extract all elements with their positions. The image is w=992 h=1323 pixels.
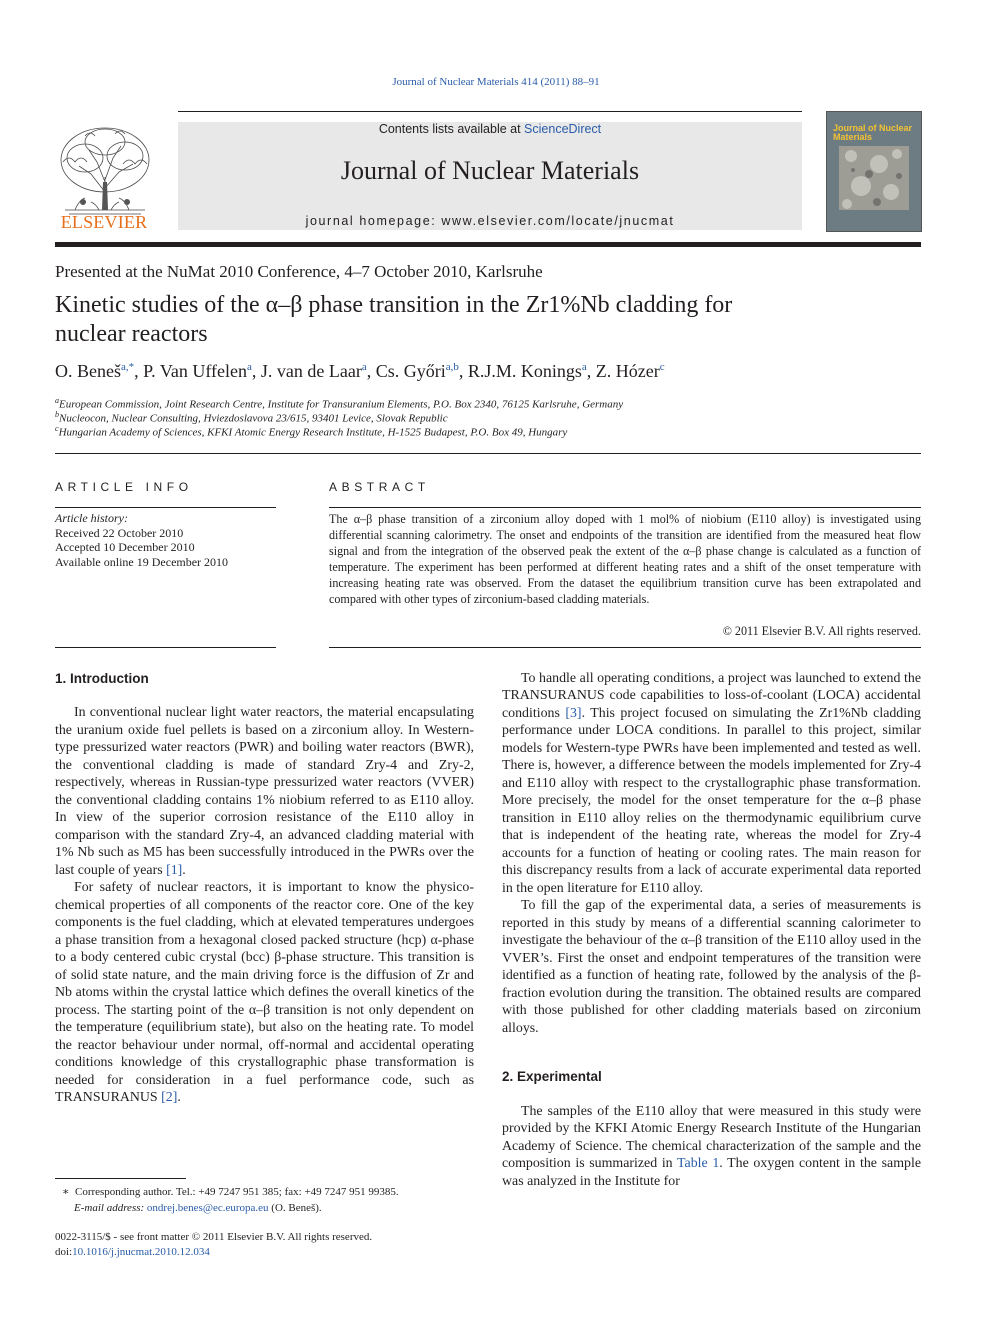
author-name[interactable]: P. Van Uffelen (143, 361, 247, 381)
paragraph: To fill the gap of the experimental data, a series of measurements is reported in this study by means of a differential scanning calorimeter to investigate the behaviour of the α–β transition of the E110 alloy used in the VVER’s. First the onset and endpoint temperatures of the transition were identified as a function of heating rate, followed by the analysis of the β-fraction evolution during the transition. The obtained results are compared with those published for other cladding materials based on zirconium alloys. (502, 898, 921, 1036)
citation-link[interactable]: [1] (166, 862, 183, 878)
abstract-text: The α–β phase transition of a zirconium alloy doped with 1 mol% of niobium (E110 alloy) is investigated using differential scanning calorimetry. The onset and endpoints of the transition are identified from the measured heat flow signal and from the integration of the observed peak the extent of the α–β phase change is calculated as a function of temperature. The experiment has been performed at different heating rates and a shift of the onset temperature with increasing heating rate was observed. From the dataset the equilibrium transition curve has been extrapolated and compared with other types of zirconium-based cladding materials. (329, 512, 921, 606)
journal-homepage[interactable]: journal homepage: www.elsevier.com/locate/jnucmat (305, 214, 675, 228)
author-name[interactable]: J. van de Laar (260, 361, 362, 381)
article-info-rule-bottom (55, 647, 276, 648)
body-column-right (502, 670, 921, 1190)
section-heading-experimental: 2. Experimental (502, 1069, 602, 1085)
paragraph-text: . The oxygen content in the sample was analyzed in the Institute for (502, 1156, 921, 1189)
paragraph (502, 1103, 921, 1190)
header-thick-rule (55, 242, 921, 247)
footnote-line (55, 1184, 474, 1200)
journal-citation[interactable]: Journal of Nuclear Materials 414 (2011) 88–91 (392, 76, 600, 88)
journal-masthead (178, 122, 802, 230)
doi-link[interactable]: 10.1016/j.jnucmat.2010.12.034 (72, 1245, 210, 1258)
contact-details: Corresponding author. Tel.: +49 7247 951 385; fax: +49 7247 951 99385. (74, 1186, 399, 1198)
journal-cover-thumbnail[interactable] (826, 111, 922, 232)
affiliation-text: Hungarian Academy of Sciences, KFKI Atomic Energy Research Institute, H-1525 Budapest, P.O. Box 49, Hungary (58, 426, 568, 439)
affiliation-c (55, 424, 921, 439)
email-label: E-mail address: (74, 1202, 145, 1214)
paragraph-text: . This project focused on simulating the Zr1%Nb cladding performance under LOCA conditions. In parallel to this project, similar models for Western-type PWRs have been implemented and tested as well. There is, however, a difference between the models implemented for Zry-4 and E110 alloy with respect to the crystallographic phase transformation. More precisely, the model for the onset temperature for the α–β phase transition in E110 alloy relies on the thermodynamic equilibrium curve that is independent of the heating rate, whereas the model for Zry-4 accounts for a function of heating or cooling rates. The main reason for this discrepancy results from a lack of accurate experimental data reported in the open literature for E110 alloy. (502, 705, 921, 896)
contents-availability (178, 122, 802, 136)
online-date: Available online 19 December 2010 (55, 554, 229, 569)
paragraph: For safety of nuclear reactors, it is important to know the physico-chemical properties of all components of the reactor core. One of the key components is the fuel cladding, which at elevated temperatures undergoes a phase transition from a hexagonal closed packed structure (hcp) α-phase to a body centered cubic crystal (bcc) β-phase structure. This transition is of solid state nature, and the main driving force is the diffusion of Zr and Nb atoms within the crystal lattice which defines the overall kinetics of the process. The starting point of the α–β transition is not only dependent on the temperature (equilibrium state), but also on the heating rate. To model the reactor behaviour under normal, off-normal and accidental operating conditions knowledge of this crystallographic phase transformation is needed for consideration in a fuel performance code, such as TRANSURANUS [2]. (55, 880, 474, 1106)
corresponding-author-footnote (55, 1184, 474, 1216)
affiliation-a (55, 396, 921, 411)
sciencedirect-link[interactable]: ScienceDirect (524, 122, 602, 136)
paragraph-text: The samples of the E110 alloy that were measured in this study were provided by the KFKI Atomic Energy Research Institute of the Hungarian Academy of Science. The chemical characterization of the sample and the composition is summarized in (502, 1103, 921, 1172)
history-label: Article history: (55, 511, 128, 525)
author-name[interactable]: Z. Hózer (595, 361, 660, 381)
email-link[interactable]: ondrej.benes@ec.europa.eu (146, 1202, 269, 1214)
doi-prefix: doi: (55, 1245, 73, 1258)
email-owner: (O. Beneš). (268, 1202, 322, 1214)
contents-prefix: Contents lists available at (378, 122, 525, 136)
cover-micrograph-image (839, 146, 909, 210)
affiliation-mark: a (55, 396, 59, 405)
author-affiliation-mark[interactable]: a (581, 361, 587, 373)
paragraph-text: For safety of nuclear reactors, it is important to know the physico-chemical properties of all components of the reactor core. One of the key components is the fuel cladding, which at elevated temperatures undergoes a phase transition from a hexagonal closed packed structure (hcp) α-phase to a body centered cubic crystal (bcc) β-phase structure. This transition is of solid state nature, and the main driving force is the diffusion of Zr and Nb atoms within the crystal lattice which defines the overall kinetics of the process. The starting point of the α–β transition is not only dependent on the temperature (equilibrium state), but also on the heating rate. To model the reactor behaviour under normal, off-normal and accidental operating conditions knowledge of this crystallographic phase transformation is needed for consideration in a fuel performance code, such as TRANSURANUS (55, 880, 474, 1106)
article-info-heading: ARTICLE INFO (55, 480, 193, 494)
abstract-heading: ABSTRACT (329, 480, 430, 494)
citation-link[interactable]: [2] (161, 1090, 178, 1106)
header-rule (178, 111, 802, 112)
body-column-left (55, 670, 474, 1107)
author-affiliation-mark[interactable]: c (659, 361, 665, 373)
publisher-wordmark: ELSEVIER (60, 212, 148, 232)
section-heading-introduction: 1. Introduction (55, 671, 149, 686)
article-title-line-2: nuclear reactors (55, 321, 208, 347)
affiliation-mark: c (55, 424, 59, 433)
affiliation-text: European Commission, Joint Research Centre, Institute for Transuranium Elements, P.O. Box 2340, 76125 Karlsruhe, Germany (59, 398, 624, 411)
doi-line (55, 1245, 474, 1260)
paragraph-text: In conventional nuclear light water reactors, the material encapsulating the uranium oxide fuel pellets is based on a zirconium alloy. In Western-type pressurized water reactors (PWR) and boiling water reactors (BWR), the conventional cladding is made of standard Zry-4 and Zry-2, respectively, whereas in Russian-type pressurized water reactors (VVER) the conventional cladding contains 1% niobium referred to as E110 alloy. In view of the superior corrosion resistance of the E110 alloy in comparison with the standard Zry-4, an advanced cladding material with 1% Nb such as M5 has been successfully introduced in the PWRs over the last couple of years (55, 705, 474, 878)
paragraph (502, 670, 921, 897)
title-block-rule (55, 453, 921, 454)
affiliation-b (55, 410, 921, 425)
abstract-rule-top (329, 507, 921, 508)
footnote-rule (55, 1178, 186, 1179)
article-title-line-1: Kinetic studies of the α–β phase transition in the Zr1%Nb cladding for (55, 292, 733, 318)
author-list: O. Beneš$^{a,*}$, P. Van Uffelen$^a$, J. van de Laar$^a$, Cs. Győri$^{a,b}$, R.J.M. Konings$^a$, Z. Hózer$^c$ (55, 361, 665, 381)
author-affiliation-mark[interactable]: a,b (445, 361, 459, 373)
abstract-rule-bottom (329, 647, 921, 648)
author-name[interactable]: O. Beneš (55, 361, 121, 381)
article-info-rule-top (55, 507, 276, 508)
citation-link[interactable]: [3] (565, 705, 582, 721)
article-history (55, 511, 276, 569)
table-link[interactable]: Table 1 (677, 1156, 720, 1172)
journal-name: Journal of Nuclear Materials (340, 156, 640, 185)
author-name[interactable]: R.J.M. Konings (467, 361, 582, 381)
author-affiliation-mark[interactable]: a,* (121, 361, 135, 373)
asterisk-icon: ∗ (62, 1186, 70, 1198)
affiliation-text: Nucleocon, Nuclear Consulting, Hviezdoslavova 23/615, 93401 Levice, Slovak Republic (59, 412, 448, 425)
paragraph-text: To handle all operating conditions, a project was launched to extend the TRANSURANUS code capabilities to loss-of-coolant (LOCA) accidental conditions (502, 671, 921, 721)
article-title (55, 291, 921, 349)
issn-line: 0022-3115/$ - see front matter © 2011 Elsevier B.V. All rights reserved. (55, 1231, 373, 1243)
accepted-date: Accepted 10 December 2010 (55, 540, 195, 554)
author-name[interactable]: Cs. Győri (375, 361, 446, 381)
paragraph: In conventional nuclear light water reactors, the material encapsulating the uranium oxide fuel pellets is based on a zirconium alloy. In Western-type pressurized water reactors (PWR) and boiling water reactors (BWR), the conventional cladding is made of standard Zry-4 and Zry-2, respectively, whereas in Russian-type pressurized water reactors (VVER) the conventional cladding contains 1% niobium referred to as E110 alloy. In view of the superior corrosion resistance of the E110 alloy in comparison with the standard Zry-4, an advanced cladding material with 1% Nb such as M5 has been successfully introduced in the PWRs over the last couple of years [1]. (55, 705, 474, 878)
conference-note: Presented at the NuMat 2010 Conference, 4–7 October 2010, Karlsruhe (55, 262, 543, 281)
copyright-notice: © 2011 Elsevier B.V. All rights reserved. (722, 624, 921, 638)
affiliation-mark: b (55, 410, 59, 419)
received-date: Received 22 October 2010 (55, 525, 184, 540)
author-affiliation-mark[interactable]: a (361, 361, 367, 373)
author-affiliation-mark[interactable]: a (246, 361, 252, 373)
cover-title: Journal of Nuclear Materials (833, 123, 913, 142)
front-matter (55, 1230, 474, 1259)
footnote-email-line (55, 1200, 474, 1216)
